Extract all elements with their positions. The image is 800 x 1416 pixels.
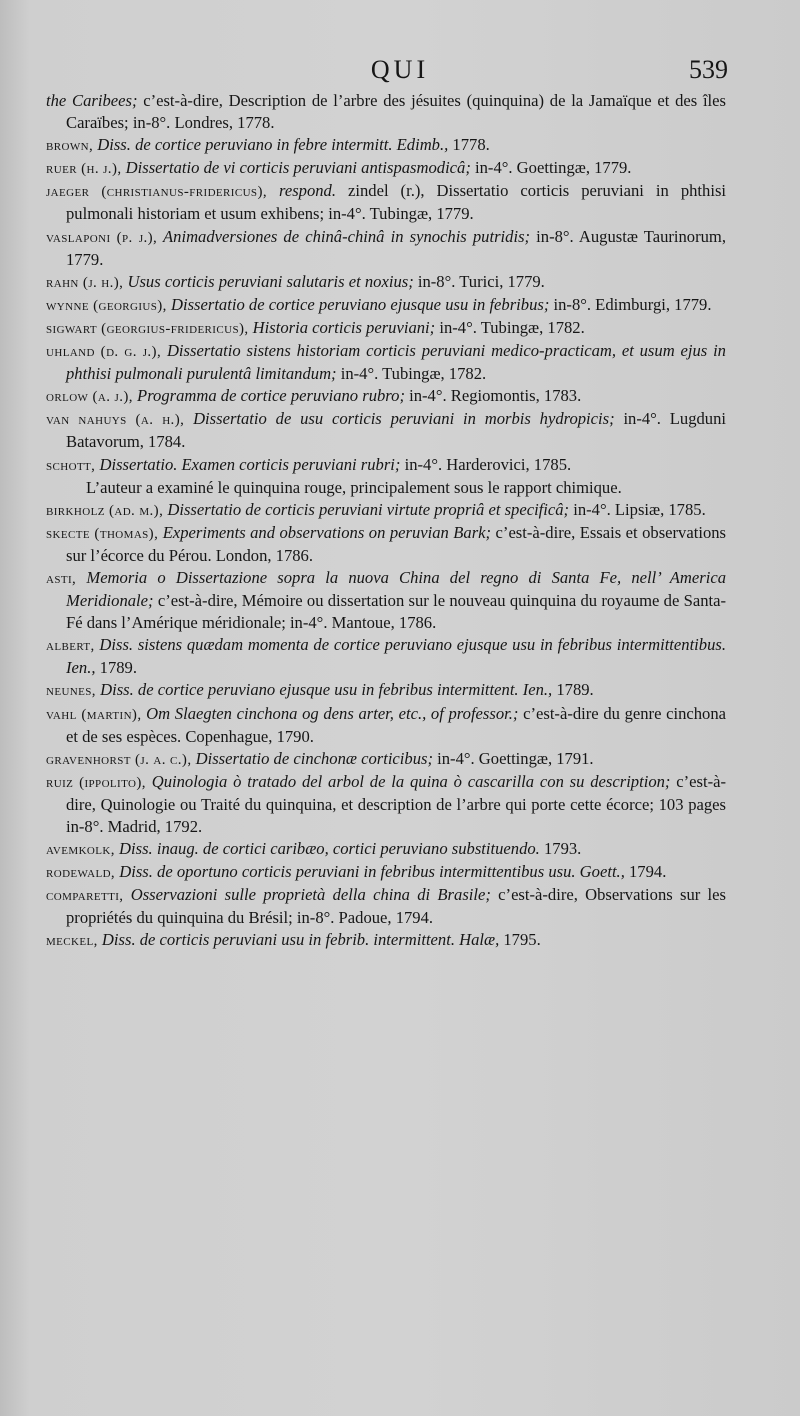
entry-title: Diss. de cortice peruviano in febre intermitt. Edimb., xyxy=(93,135,449,155)
bibliography-entry xyxy=(46,271,726,294)
entry-details: in-8°. Turici, 1779. xyxy=(413,271,545,291)
entry-title: Memoria o Dissertazione sopra la nuova China del regno di Santa Fe, nell’ America Meridionale; xyxy=(66,567,726,611)
entry-author: albert, xyxy=(46,638,95,655)
entry-author: van nahuys (a. h.), xyxy=(46,412,185,429)
entry-title: Diss. inaug. de cortici caribæo, cortici peruviano substituendo. xyxy=(114,839,540,859)
bibliography-entry xyxy=(46,226,726,271)
bibliography-entry xyxy=(46,294,726,317)
page-header xyxy=(0,55,800,89)
entry-details: 1789. xyxy=(95,658,137,678)
entry-author: avemkolk, xyxy=(46,842,115,859)
entry-author: vaslaponi (p. j.), xyxy=(46,229,158,246)
bibliography-entry xyxy=(46,454,726,477)
entry-details: c’est-à-dire, Description de l’arbre des jésuites (quinquina) de la Jamaïque et des îles Caraïbes; in-8°. Londres, 1778. xyxy=(66,91,726,133)
entry-title: Dissertatio de cinchonæ corticibus; xyxy=(191,748,433,768)
entry-details: c’est-à-dire, Essais et observations sur l’écorce du Pérou. London, 1786. xyxy=(66,522,726,565)
bibliography-note xyxy=(46,477,726,499)
bibliography-entry xyxy=(46,567,726,634)
bibliography-list xyxy=(46,90,726,953)
entry-details: in-8°. Augustæ Taurinorum, 1779. xyxy=(66,226,726,269)
entry-title: Diss. de cortice peruviano ejusque usu in febribus intermittent. Ien., xyxy=(95,680,553,700)
bibliography-entry xyxy=(46,634,726,679)
entry-author: brown, xyxy=(46,138,94,155)
entry-details: c’est-à-dire, Observations sur les propriétés du quinquina du Brésil; in-8°. Padoue, 1794. xyxy=(66,885,726,928)
entry-title: Om Slaegten cinchona og dens arter, etc., of professor.; xyxy=(141,703,519,723)
entry-author: asti, xyxy=(46,570,77,587)
bibliography-entry xyxy=(46,499,726,522)
bibliography-entry xyxy=(46,134,726,157)
entry-details: in-4°. Tubingæ, 1782. xyxy=(336,364,487,384)
bibliography-entry xyxy=(46,838,726,861)
entry-author: meckel, xyxy=(46,933,98,950)
entry-author: jaeger (christianus-fridericus), xyxy=(46,184,267,201)
bibliography-entry xyxy=(46,771,726,838)
entry-title: Diss. sistens quædam momenta de cortice peruviano ejusque usu in febribus intermittentibus. Ien., xyxy=(66,635,726,678)
entry-author: ruiz (ippolito), xyxy=(46,774,146,791)
entry-title: Programma de cortice peruviano rubro; xyxy=(132,386,405,406)
entry-title: Animadversiones de chinâ-chinâ in synochis putridis; xyxy=(157,226,531,246)
entry-details: in-4°. Harderovici, 1785. xyxy=(400,454,572,474)
entry-author: rahn (j. h.), xyxy=(46,274,124,291)
entry-details: 1793. xyxy=(539,839,582,859)
bibliography-entry xyxy=(46,90,726,134)
entry-title: Dissertatio de cortice peruviano ejusque usu in febribus; xyxy=(166,294,550,314)
entry-title: Osservazioni sulle proprietà della china di Brasile; xyxy=(123,885,491,905)
bibliography-entry xyxy=(46,408,726,453)
entry-author: skecte (thomas), xyxy=(46,525,159,542)
bibliography-entry xyxy=(46,929,726,952)
entry-title: Historia corticis peruviani; xyxy=(248,317,436,337)
entry-details: L’auteur a examiné le quinquina rouge, principalement sous le rapport chimique. xyxy=(86,477,622,497)
entry-details: in-4°. Lipsiæ, 1785. xyxy=(569,499,706,519)
bibliography-entry xyxy=(46,679,726,702)
entry-title: Diss. de corticis peruviani usu in febrib. intermittent. Halæ, xyxy=(97,930,500,950)
entry-title: Usus corticis peruviani salutaris et noxius; xyxy=(123,271,414,291)
entry-details: in-8°. Edimburgi, 1779. xyxy=(549,294,712,314)
entry-author: comparetti, xyxy=(46,888,124,905)
entry-details: c’est-à-dire, Mémoire ou dissertation sur le nouveau quinquina du royaume de Santa-Fé dans l’Amérique méridionale; in-4°. Mantoue, 1786. xyxy=(66,591,726,633)
bibliography-entry xyxy=(46,703,726,748)
entry-author: ruer (h. j.), xyxy=(46,161,122,178)
entry-details: c’est-à-dire du genre cinchona et de ses espèces. Copenhague, 1790. xyxy=(66,703,727,746)
entry-details: 1778. xyxy=(448,135,490,155)
entry-author: rodewald, xyxy=(46,865,116,882)
entry-author: schott, xyxy=(46,457,96,474)
bibliography-entry xyxy=(46,180,726,225)
entry-details: 1795. xyxy=(499,930,541,950)
page-number: 539 xyxy=(689,55,728,84)
entry-title: Dissertatio de vi corticis peruviani antispasmodicâ; xyxy=(121,158,471,178)
entry-author: vahl (martin), xyxy=(46,706,142,723)
entry-title: Dissertatio sistens historiam corticis peruviani medico-practicam, et usum ejus in phthisi pulmonali purulentâ limitandum; xyxy=(66,341,726,384)
entry-details: in-4°. Tubingæ, 1782. xyxy=(435,317,585,337)
entry-title: Dissertatio de usu corticis peruviani in morbis hydropicis; xyxy=(184,409,615,429)
entry-author: birkholz (ad. m.), xyxy=(46,502,164,519)
entry-title: Dissertatio. Examen corticis peruviani rubri; xyxy=(95,454,401,474)
entry-title: the Caribees; xyxy=(46,91,138,110)
entry-title: Experiments and observations on peruvian Bark; xyxy=(158,522,492,542)
entry-title: Diss. de oportuno corticis peruviani in febribus intermittentibus usu. Goett., xyxy=(115,862,625,882)
entry-details: c’est-à-dire, Quinologie ou Traité du quinquina, et description de l’arbre qui porte cette écorce; 103 pages in-8°. Madrid, 1792. xyxy=(66,771,727,836)
bibliography-entry xyxy=(46,884,726,929)
entry-details: in-4°. Regiomontis, 1783. xyxy=(404,386,582,406)
entry-details: zindel (r.), Dissertatio corticis peruviani in phthisi pulmonali historiam et usum exhibens; in-4°. Tubingæ, 1779. xyxy=(66,181,727,224)
entry-details: 1789. xyxy=(552,680,594,700)
entry-author: orlow (a. j.), xyxy=(46,389,133,406)
entry-author: uhland (d. g. j.), xyxy=(46,344,162,361)
entry-details: in-4°. Goettingæ, 1779. xyxy=(470,158,632,178)
running-head: QUI xyxy=(370,55,430,84)
bibliography-entry xyxy=(46,522,726,567)
bibliography-entry xyxy=(46,861,726,884)
bibliography-entry xyxy=(46,317,726,340)
entry-title: respond. xyxy=(267,181,337,201)
entry-title: Quinologia ò tratado del arbol de la quina ò cascarilla con su description; xyxy=(145,771,671,791)
bibliography-entry xyxy=(46,340,726,385)
entry-details: 1794. xyxy=(624,862,667,882)
entry-details: in-4°. Goettingæ, 1791. xyxy=(433,748,594,768)
bibliography-entry xyxy=(46,157,726,180)
entry-author: sigwart (georgius-fridericus), xyxy=(46,320,249,337)
bibliography-entry xyxy=(46,748,726,771)
bibliography-entry xyxy=(46,385,726,408)
entry-author: neunes, xyxy=(46,683,96,700)
entry-title: Dissertatio de corticis peruviani virtute propriâ et specificâ; xyxy=(163,499,570,519)
entry-author: gravenhorst (j. a. c.), xyxy=(46,751,192,768)
entry-details: in-4°. Lugduni Batavorum, 1784. xyxy=(66,409,727,452)
entry-author: wynne (georgius), xyxy=(46,297,167,314)
